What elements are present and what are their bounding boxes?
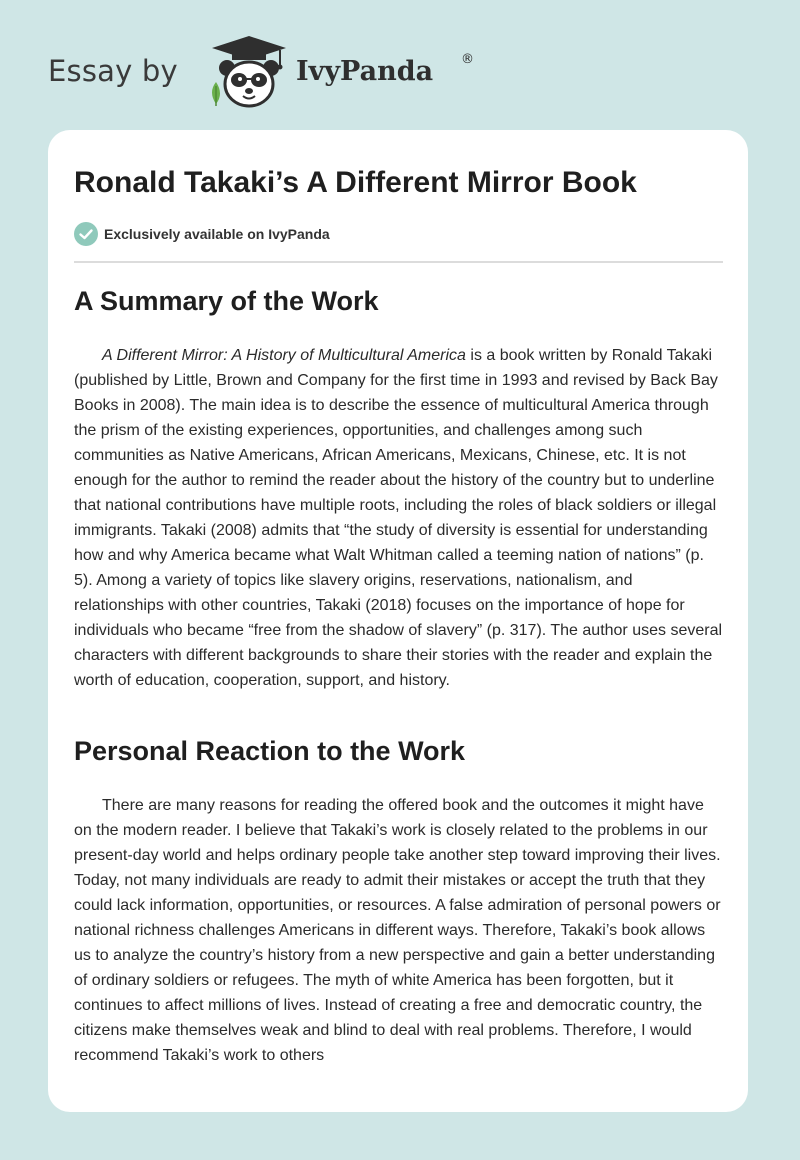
brand-header [48, 34, 488, 114]
brand-name: IvyPanda [296, 56, 434, 87]
title-divider [74, 261, 723, 263]
summary-text: is a book written by Ronald Takaki (published by Little, Brown and Company for the first time in 1993 and revised by Back Bay Books in 2008). The main idea is to describe the essence of multicultural America through the prism of the existing experiences, opportunities, and challenges among such communities as Native Americans, African Americans, Mexicans, Chinese, etc. It is not enough for the author to remind the reader about the history of the country but to underline that national contributions have multiple roots, including the roles of black soldiers or illegal immigrants. Takaki (2008) admits that “the study of diversity is essential for understanding how and why America became what Walt Whitman called a teeming nation of nations” (p. 5). Among a variety of topics like slavery origins, reservations, nationalism, and relationships with other countries, Takaki (2018) focuses on the importance of hope for individuals who became “free from the shadow of slavery” (p. 317). The author uses several characters with different backgrounds to share their stories with the reader and explain the worth of education, cooperation, support, and history. [74, 347, 723, 689]
section-heading-summary: A Summary of the Work [74, 286, 379, 316]
page-title: Ronald Takaki’s A Different Mirror Book [74, 166, 637, 199]
section-heading-reaction: Personal Reaction to the Work [74, 736, 466, 766]
panda-logo-icon [206, 34, 292, 110]
brand-prefix: Essay by [48, 54, 178, 88]
check-circle-icon [74, 222, 98, 246]
exclusive-badge [74, 222, 330, 246]
section-paragraph-summary [74, 343, 726, 693]
badge-label: Exclusively available on IvyPanda [104, 226, 330, 242]
section-paragraph-reaction: There are many reasons for reading the offered book and the outcomes it might have on the modern reader. I believe that Takaki’s work is closely related to the problems in our present-day world and helps ordinary people take another step toward improving their lives. Today, not many individuals are ready to admit their mistakes or accept the truth that they could lack information, opportunities, or resources. A false admiration of personal powers or national richness challenges Americans in different ways. Therefore, Takaki’s book allows us to analyze the country’s history from a new perspective and gain a better understanding of ordinary soldiers or refugees. The myth of white America has been forgotten, but it continues to affect millions of lives. Instead of creating a free and democratic country, the citizens make themselves weak and blind to deal with real problems. Therefore, I would recommend Takaki’s work to others [74, 797, 721, 1064]
registered-mark: ® [461, 52, 474, 67]
book-title-italic: A Different Mirror: A History of Multicultural America [102, 347, 466, 364]
essay-card [48, 130, 748, 1112]
